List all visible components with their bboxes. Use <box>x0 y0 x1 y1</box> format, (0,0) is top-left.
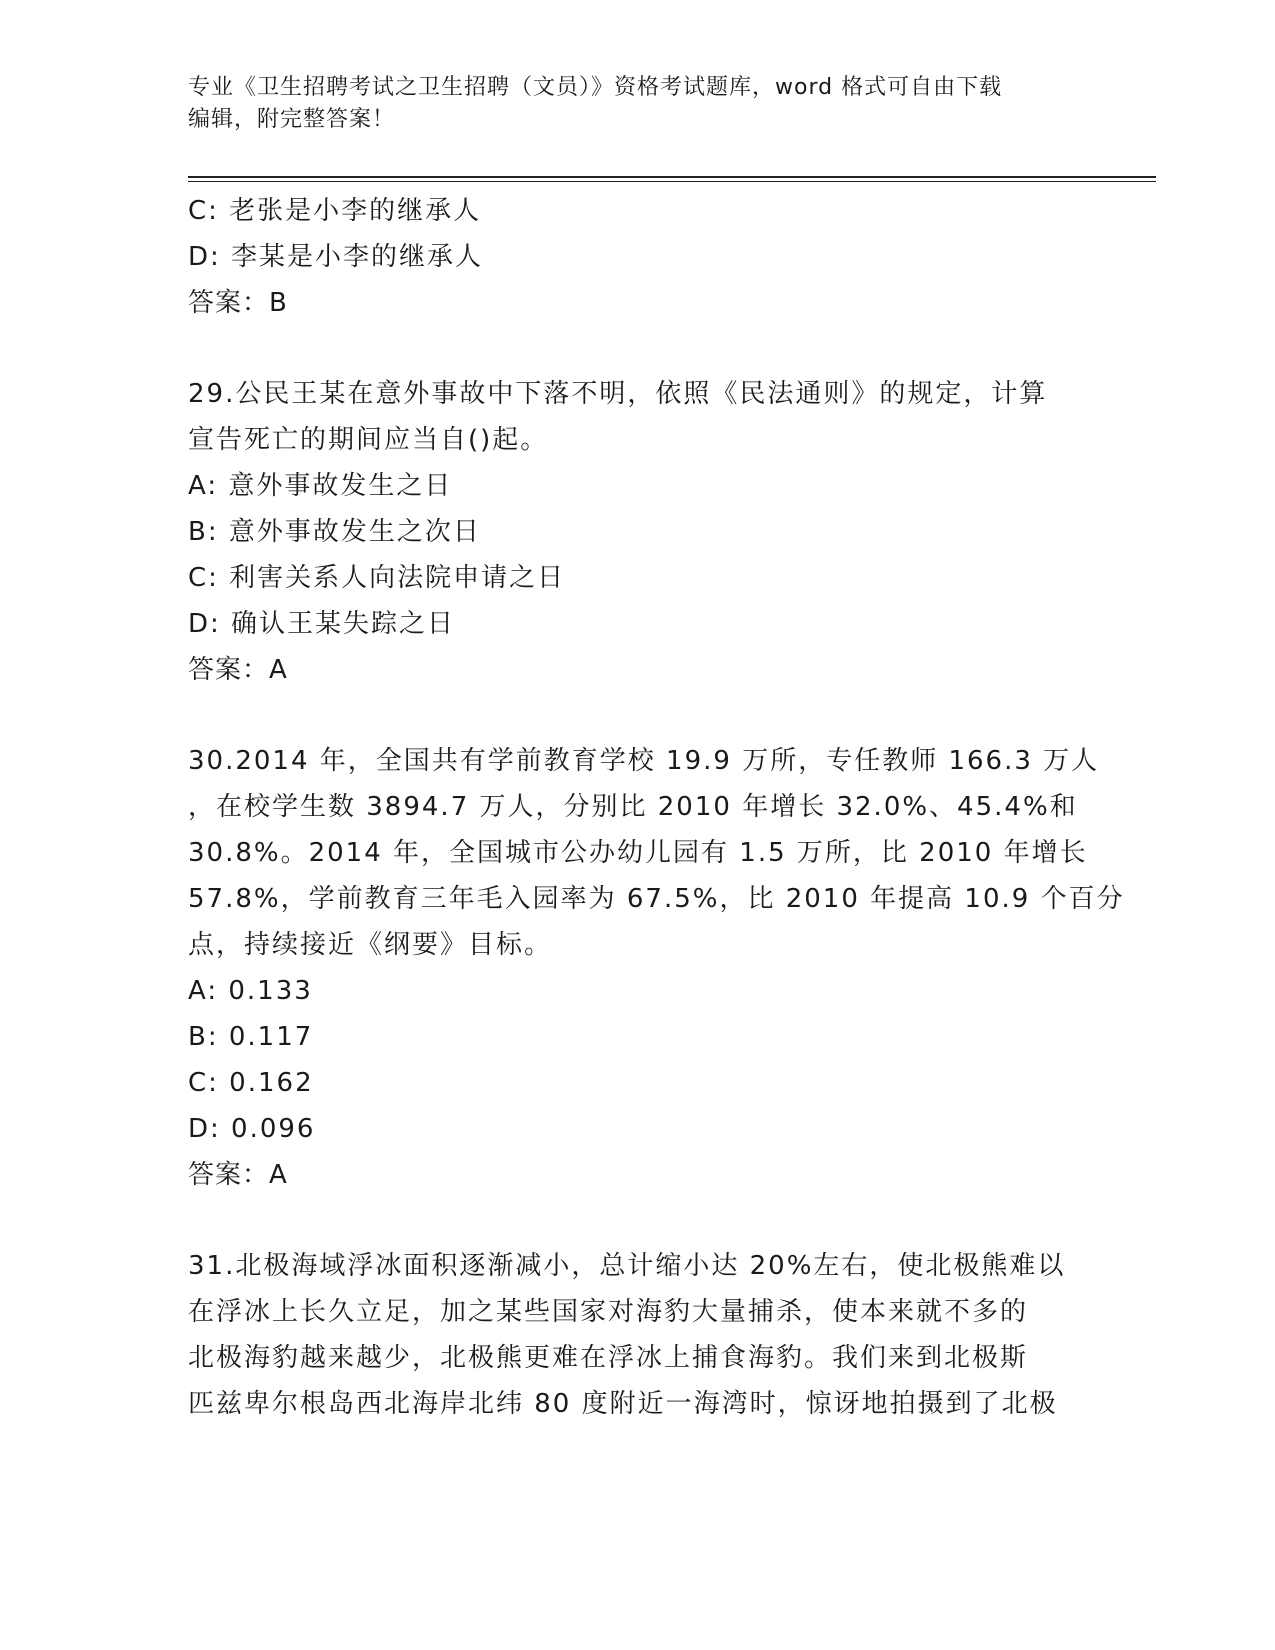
question-stem-line: 30.8%。2014 年，全国城市公办幼儿园有 1.5 万所，比 2010 年增长 <box>188 838 1088 868</box>
option-c: C: 0.162 <box>188 1068 314 1098</box>
question-stem-line: 57.8%，学前教育三年毛入园率为 67.5%，比 2010 年提高 10.9 个百分 <box>188 884 1125 914</box>
option-b: B: 意外事故发生之次日 <box>188 517 481 547</box>
question-stem-line: ，在校学生数 3894.7 万人，分别比 2010 年增长 32.0%、45.4%和 <box>188 792 1078 822</box>
question-stem-line: 点，持续接近《纲要》目标。 <box>188 930 553 960</box>
answer-line: 答案：A <box>188 655 288 685</box>
option-d: D: 李某是小李的继承人 <box>188 242 484 272</box>
question-stem-line: 30.2014 年，全国共有学前教育学校 19.9 万所，专任教师 166.3 万人 <box>188 746 1100 776</box>
question-stem-line: 北极海豹越来越少，北极熊更难在浮冰上捕食海豹。我们来到北极斯 <box>188 1343 1029 1373</box>
option-d: D: 确认王某失踪之日 <box>188 609 456 639</box>
header-title-line-1: 专业《卫生招聘考试之卫生招聘（文员）》资格考试题库，word 格式可自由下载 <box>188 75 1003 100</box>
question-29 <box>188 371 1088 693</box>
question-stem-line: 在浮冰上长久立足，加之某些国家对海豹大量捕杀，使本来就不多的 <box>188 1297 1029 1327</box>
question-stem-line: 31.北极海域浮冰面积逐渐减小，总计缩小达 20%左右，使北极熊难以 <box>188 1251 1066 1281</box>
option-c: C: 利害关系人向法院申请之日 <box>188 563 566 593</box>
header-title-line-2: 编辑，附完整答案！ <box>188 107 396 132</box>
header-divider-thin <box>188 181 1156 182</box>
question-28-tail <box>188 188 1088 326</box>
question-stem-line: 匹兹卑尔根岛西北海岸北纬 80 度附近一海湾时，惊讶地拍摄到了北极 <box>188 1389 1058 1419</box>
question-stem-line: 29.公民王某在意外事故中下落不明，依照《民法通则》的规定，计算 <box>188 379 1048 409</box>
document-header <box>188 72 1068 136</box>
question-30 <box>188 738 1125 1198</box>
question-list <box>188 188 1125 1427</box>
answer-line: 答案：B <box>188 288 288 318</box>
option-c: C: 老张是小李的继承人 <box>188 196 482 226</box>
question-31 <box>188 1243 1088 1427</box>
option-a: A: 0.133 <box>188 976 313 1006</box>
option-b: B: 0.117 <box>188 1022 314 1052</box>
option-d: D: 0.096 <box>188 1114 316 1144</box>
answer-line: 答案：A <box>188 1160 288 1190</box>
question-stem-line: 宣告死亡的期间应当自()起。 <box>188 425 549 455</box>
header-divider-thick <box>188 176 1156 178</box>
option-a: A: 意外事故发生之日 <box>188 471 453 501</box>
